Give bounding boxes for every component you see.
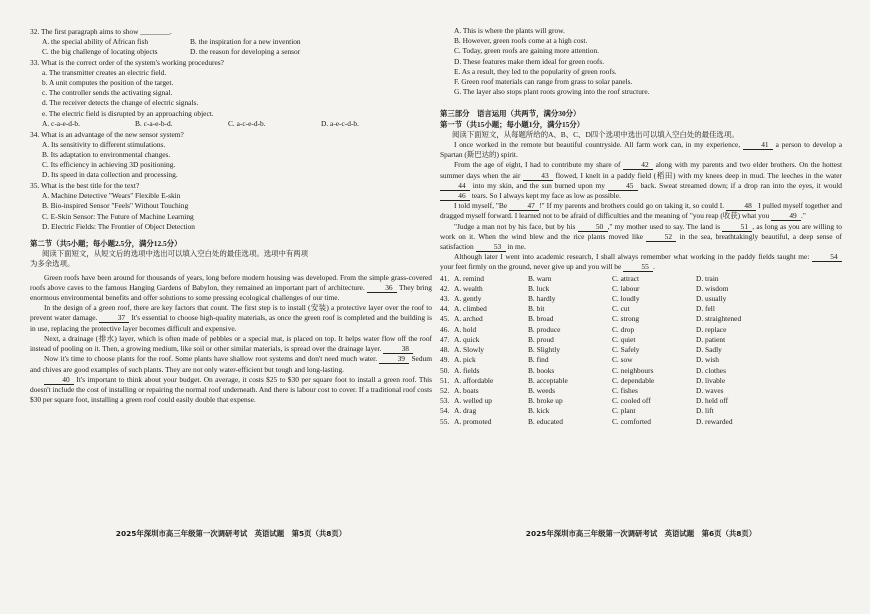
answer-blank: 48 (726, 202, 756, 211)
passage-text: It's important to think about your budget. On average, it costs $25 to $30 per square foot to install a green roof. This doesn't include the cost of installing or repairing the normal roof underneath. And there is labour cost to cover. If a traditional roof costs $30 per square foot, installing a green roof could easily double that expense. (30, 374, 432, 405)
passage-text: along with my parents and two elder brothers. On the hottest summer days when the air (440, 160, 843, 180)
passage-text: flowed, I knelt in a paddy field (稻田) with my knees deep in mud. The leeches in the water (552, 170, 842, 180)
passage-text: in me. (505, 242, 526, 252)
option: A. hold (454, 324, 477, 334)
passage-text: ," my mother used to say. The land is (607, 221, 723, 231)
passage-paragraph (440, 252, 842, 272)
passage-text: into my skin, and the sun burned upon my (470, 180, 608, 190)
question-number: 52. (440, 385, 450, 395)
page-footer-right: 2025年深圳市高三年级第一次调研考试 英语试题 第6页（共8页） (525, 529, 757, 538)
option: C. E-Skin Sensor: The Future of Machine Learning (42, 211, 194, 221)
seven-choices-list (440, 26, 842, 97)
passage-text: Green roofs have been around for thousands of years, long before modern housing was developed. From the simple grass-covered roofs above caves to the famous Hanging Gardens of Babylon, they remained an important part of architecture. (30, 272, 432, 292)
choice-option: B. However, green roofs come at a high cost. (454, 36, 588, 46)
option: C. loudly (612, 294, 640, 304)
passage-text: tears. So I always kept my face as low as possible. (470, 191, 621, 201)
option: A. Its sensitivity to different stimulations. (42, 139, 166, 149)
answer-blank: 53 (476, 243, 506, 252)
section2-instructions (30, 249, 432, 269)
option: D. rewarded (696, 416, 733, 426)
option: B. bit (528, 304, 545, 314)
option: C. plant (612, 406, 636, 416)
page-5 (30, 26, 432, 405)
passage-text: Although later I went into academic research, I shall always remember what working in the paddy fields taught me: (454, 252, 812, 262)
answer-blank: 40 (44, 376, 74, 385)
option: A. arched (454, 314, 483, 324)
option: D. wisdom (696, 283, 729, 293)
passage-text: Next, a drainage (排水) layer, which is often made of pebbles or a special mat, is placed on top. It helps water flow off the roof instead of pooling on it. Then, a growing medium, like soil or other similar materials, is spread over the drainage layer. (30, 333, 432, 354)
answer-blank: 46 (440, 192, 470, 201)
option: A. gently (454, 294, 482, 304)
question-number: 50. (440, 365, 450, 375)
option: A. welled up (454, 396, 492, 406)
question-number: 48. (440, 345, 450, 355)
option: B. luck (528, 283, 550, 293)
passage-text: In the design of a green roof, there are key factors that count. The first step is to install (安装) a protective layer over the roof to prevent water damage. (30, 303, 432, 323)
option: A. remind (454, 273, 484, 283)
option: D. patient (696, 334, 726, 344)
option: B. proud (528, 334, 554, 344)
green-roof-passage (30, 273, 432, 406)
passage-paragraph (440, 222, 842, 253)
passage-paragraph (30, 375, 432, 406)
question-number: 55. (440, 416, 450, 426)
question-number: 49. (440, 355, 450, 365)
passage-paragraph (30, 273, 432, 304)
option: B. find (528, 355, 549, 365)
option: B. educated (528, 416, 563, 426)
option: A. drag (454, 406, 477, 416)
passage-text: I once worked in the remote but beautiful countryside. All farm work can, in my experience, (454, 140, 743, 150)
choice-option: G. The layer also stops plant roots growing into the roof structure. (454, 87, 650, 97)
option: B. books (528, 365, 555, 375)
option: D. waves (696, 385, 724, 395)
option: B. broad (528, 314, 554, 324)
question-stem: 34. What is an advantage of the new sensor system? (30, 129, 184, 139)
passage-paragraph (30, 303, 432, 334)
instruction-line: 为多余选项。 (30, 259, 75, 269)
question-number: 44. (440, 304, 450, 314)
question-number: 54. (440, 406, 450, 416)
option: D. usually (696, 294, 727, 304)
procedure-step: c. The controller sends the activating signal. (42, 88, 173, 98)
part3-title: 第三部分 语言运用（共两节，满分30分） (440, 109, 581, 119)
option: D. held off (696, 396, 729, 406)
procedure-step: e. The electric field is disrupted by an approaching object. (42, 108, 214, 118)
option: C. neighbours (612, 365, 654, 375)
choice-option: A. This is where the plants will grow. (454, 26, 565, 35)
passage-text: , as long as you are willing to work on it. When the wind blew and the rice plants moved like (440, 221, 842, 241)
answer-blank: 36 (367, 284, 397, 293)
option: C. fishes (612, 385, 638, 395)
choice-option: E. As a result, they led to the popularity of green roofs. (454, 66, 617, 76)
option: D. straightened (696, 314, 742, 324)
choice-option: D. These features make them ideal for green roofs. (454, 56, 605, 66)
passage-text: I told myself, "Be (454, 201, 510, 211)
option: C. strong (612, 314, 640, 324)
option: B. c-a-e-b-d. (135, 118, 173, 128)
option: C. drop (612, 324, 635, 334)
option-row (30, 47, 432, 57)
question-stem: 33. What is the correct order of the system's working procedures? (30, 57, 224, 67)
option: D. train (696, 273, 719, 283)
option: B. acceptable (528, 375, 568, 385)
passage-text: your feet firmly on the ground, never give up and you will be (440, 262, 624, 272)
option: C. a-c-e-d-b. (228, 118, 266, 128)
option: B. the inspiration for a new invention (190, 36, 301, 46)
section2-title: 第二节（共5小题；每小题2.5分，满分12.5分） (30, 239, 182, 249)
passage-text: a person to develop a Spartan (斯巴达的) spirit. (440, 140, 842, 160)
option: A. boats (454, 385, 479, 395)
question-number: 47. (440, 334, 450, 344)
passage-text: Sedum and chives are good examples of such plants. They are not only water-efficient but tough and long-lasting. (30, 354, 432, 374)
option: C. sow (612, 355, 633, 365)
option: D. Electric Fields: The Frontier of Object Detection (42, 221, 195, 231)
option: D. livable (696, 375, 726, 385)
option: B. Slightly (528, 345, 561, 355)
option: D. clothes (696, 365, 726, 375)
option: B. kick (528, 406, 550, 416)
option: A. the special ability of African fish (42, 36, 149, 46)
option: B. Its adaptation to environmental changes. (42, 149, 171, 159)
option: A. quick (454, 334, 480, 344)
answer-blank: 44 (440, 182, 470, 191)
option: A. climbed (454, 304, 487, 314)
cloze-options-table (440, 274, 842, 427)
section1-instructions: 阅读下面短文，从每题所给的A、B、C、D四个选项中选出可以填入空白处的最佳选项。 (452, 129, 739, 139)
reading-questions (30, 27, 432, 233)
passage-text: It's essential to choose high-quality materials, as once the green roof is completed and the building is in use, replacing the protective layer becomes difficult and expensive. (30, 313, 432, 333)
option: A. fields (454, 365, 480, 375)
passage-text: Now it's time to choose plants for the roof. Some plants have shallow root systems and don't need much water. (44, 354, 380, 364)
answer-blank: 50 (578, 223, 608, 232)
passage-paragraph (440, 201, 842, 221)
option: D. a-e-c-d-b. (321, 118, 359, 128)
passage-text: ." (801, 211, 806, 221)
option: B. produce (528, 324, 561, 334)
option: A. pick (454, 355, 476, 365)
passage-paragraph (440, 140, 842, 160)
option: B. hardly (528, 294, 556, 304)
question-stem: 32. The first paragraph aims to show ________. (30, 26, 172, 36)
answer-blank: 39 (379, 355, 409, 364)
option-row (30, 119, 432, 129)
page-6 (440, 26, 842, 427)
procedure-step: b. A unit computes the position of the target. (42, 78, 174, 88)
page-footer-left: 2025年深圳市高三年级第一次调研考试 英语试题 第5页（共8页） (115, 529, 347, 538)
answer-blank: 49 (771, 212, 801, 221)
option: D. the reason for developing a sensor (190, 46, 301, 56)
option: C. comforted (612, 416, 651, 426)
answer-blank: 43 (523, 172, 553, 181)
procedure-step: a. The transmitter creates an electric field. (42, 67, 167, 77)
option: D. lift (696, 406, 714, 416)
option: A. affordable (454, 375, 494, 385)
option: D. fell (696, 304, 715, 314)
passage-text: back. Sweat streamed down; if a drop ran into the eyes, it would (637, 180, 842, 190)
option: B. weeds (528, 385, 556, 395)
instruction-line: 阅读下面短文，从短文后的选项中选出可以填入空白处的最佳选项。选项中有两项 (42, 249, 309, 259)
passage-text: !" If my parents and brothers could go on taking it, so could I. (539, 201, 727, 211)
option: A. promoted (454, 416, 492, 426)
question-number: 41. (440, 273, 450, 283)
passage-paragraph (30, 354, 432, 374)
option: D. wish (696, 355, 719, 365)
option: B. warn (528, 273, 552, 283)
option: D. replace (696, 324, 727, 334)
option: C. Safely (612, 345, 640, 355)
option: C. the big challenge of locating objects (42, 46, 158, 56)
question-number: 51. (440, 375, 450, 385)
answer-blank: 55 (623, 263, 653, 272)
answer-blank: 38 (383, 345, 413, 354)
passage-text: From the age of eight, I had to contribute my share of (454, 160, 623, 170)
option: A. Machine Detective "Wears" Flexible E-skin (42, 191, 181, 201)
answer-blank: 37 (99, 314, 129, 323)
option: C. cut (612, 304, 630, 314)
option: D. Sadly (696, 345, 722, 355)
question-number: 42. (440, 283, 450, 293)
section1-title: 第一节（共15小题；每小题1分，满分15分） (440, 119, 585, 129)
question-number: 53. (440, 396, 450, 406)
option: A. wealth (454, 283, 483, 293)
option: C. dependable (612, 375, 655, 385)
passage-text: "Judge a man not by his face, but by his (454, 221, 578, 231)
option: C. labour (612, 283, 640, 293)
option: B. Bio-inspired Sensor "Feels" Without Touching (42, 201, 189, 211)
answer-blank: 52 (646, 233, 676, 242)
answer-blank: 41 (743, 141, 773, 150)
option: D. Its speed in data collection and processing. (42, 170, 178, 180)
option: C. cooled off (612, 396, 651, 406)
question-number: 46. (440, 324, 450, 334)
option: C. attract (612, 273, 640, 283)
answer-blank: 54 (812, 253, 842, 262)
passage-text: in the sea, breathtakingly beautiful, a deep sense of satisfaction (440, 231, 842, 252)
answer-blank: 51 (722, 223, 752, 232)
choice-option: C. Today, green roofs are gaining more attention. (454, 46, 599, 56)
option: B. broke up (528, 396, 563, 406)
question-number: 43. (440, 294, 450, 304)
answer-blank: 45 (608, 182, 638, 191)
option: C. quiet (612, 334, 636, 344)
option-row (30, 37, 432, 47)
passage-paragraph (30, 334, 432, 354)
answer-blank: 42 (623, 161, 653, 170)
option: A. Slowly (454, 345, 484, 355)
question-stem: 35. What is the best title for the text? (30, 181, 140, 191)
passage-text: . (653, 262, 655, 272)
passage-text: I pulled myself together and dragged myself forward. I learned not to be afraid of difficulties and the meaning of "you reap (收获) what you (440, 201, 842, 221)
cloze-passage (440, 140, 842, 273)
option: A. c-a-e-d-b. (42, 118, 80, 128)
procedure-step: d. The receiver detects the change of electric signals. (42, 98, 199, 108)
choice-option: F. Green roof materials can range from grass to solar panels. (454, 77, 633, 87)
option: C. Its efficiency in achieving 3D positioning. (42, 160, 176, 170)
answer-blank: 47 (509, 202, 539, 211)
question-number: 45. (440, 314, 450, 324)
passage-paragraph (440, 160, 842, 201)
passage-text: They bring enormous environmental benefits and offer solutions to some pressing ecological challenges of our time. (30, 282, 432, 303)
